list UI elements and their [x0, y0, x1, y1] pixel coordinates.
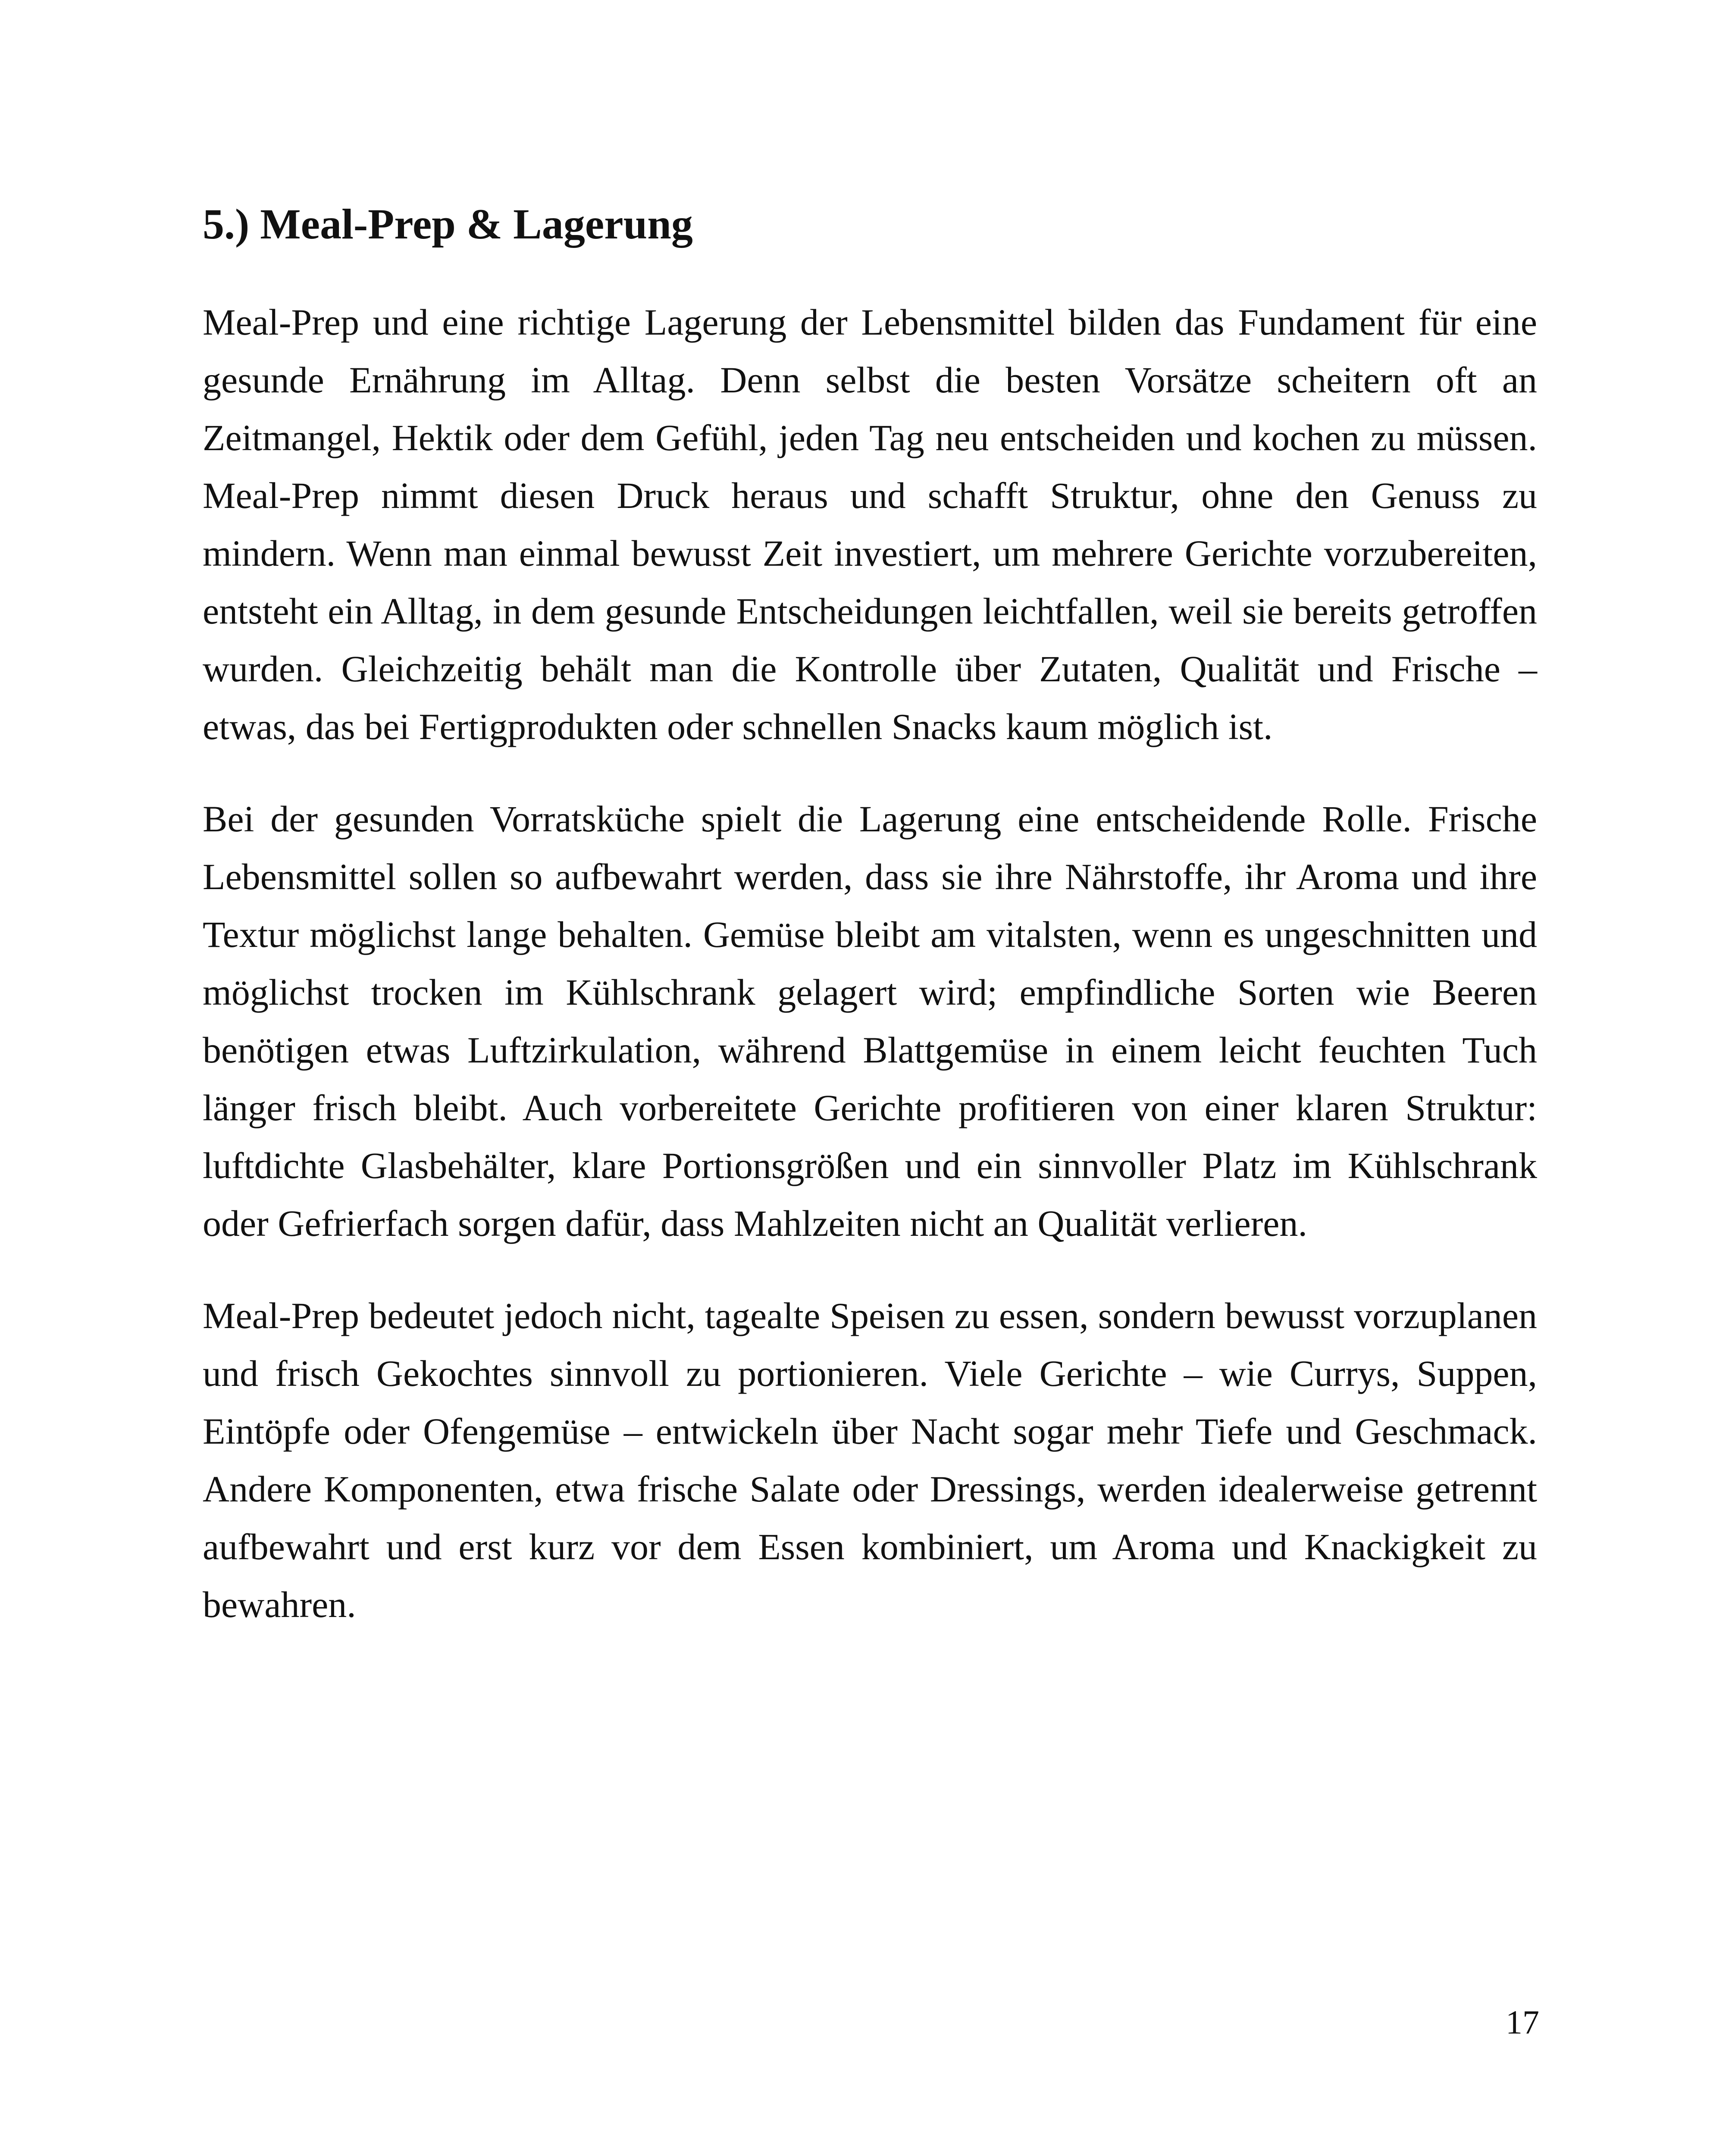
page-content [203, 196, 1537, 1668]
page-number: 17 [1506, 2003, 1539, 2041]
body-paragraph-meal-prep-intro: Meal-Prep und eine richtige Lagerung der Lebensmittel bilden das Fundament für eine gesunde Ernährung im Alltag. Denn selbst die besten Vorsätze scheitern oft an Zeitmangel, Hektik oder dem Gefühl, jeden Tag neu entscheiden und kochen zu müssen. Meal-Prep nimmt diesen Druck heraus und schafft Struktur, ohne den Genuss zu mindern. Wenn man einmal bewusst Zeit investiert, um mehrere Gerichte vorzubereiten, entsteht ein Alltag, in dem gesunde Entscheidungen leichtfallen, weil sie bereits getroffen wurden. Gleichzeitig behält man die Kontrolle über Zutaten, Qualität und Frische – etwas, das bei Fertigprodukten oder schnellen Snacks kaum möglich ist. [203, 301, 1537, 747]
body-paragraph-portioning: Meal-Prep bedeutet jedoch nicht, tagealte Speisen zu essen, sondern bewusst vorzuplanen und frisch Gekochtes sinnvoll zu portionieren. Viele Gerichte – wie Currys, Suppen, Eintöpfe oder Ofengemüse – entwickeln über Nacht sogar mehr Tiefe und Geschmack. Andere Komponenten, etwa frische Salate oder Dressings, werden idealerweise getrennt aufbewahrt und erst kurz vor dem Essen kombiniert, um Aroma und Knackigkeit zu bewahren. [203, 1295, 1537, 1625]
body-paragraph-storage: Bei der gesunden Vorratsküche spielt die Lagerung eine entscheidende Rolle. Frische Lebensmittel sollen so aufbewahrt werden, dass sie ihre Nährstoffe, ihr Aroma und ihre Textur möglichst lange behalten. Gemüse bleibt am vitalsten, wenn es ungeschnitten und möglichst trocken im Kühlschrank gelagert wird; empfindliche Sorten wie Beeren benötigen etwas Luftzirkulation, während Blattgemüse in einem leicht feuchten Tuch länger frisch bleibt. Auch vorbereitete Gerichte profitieren von einer klaren Struktur: luftdichte Glasbehälter, klare Portionsgrößen und ein sinnvoller Platz im Kühlschrank oder Gefrierfach sorgen dafür, dass Mahlzeiten nicht an Qualität verlieren. [203, 798, 1537, 1244]
chapter-heading: 5.) Meal-Prep & Lagerung [203, 200, 693, 248]
